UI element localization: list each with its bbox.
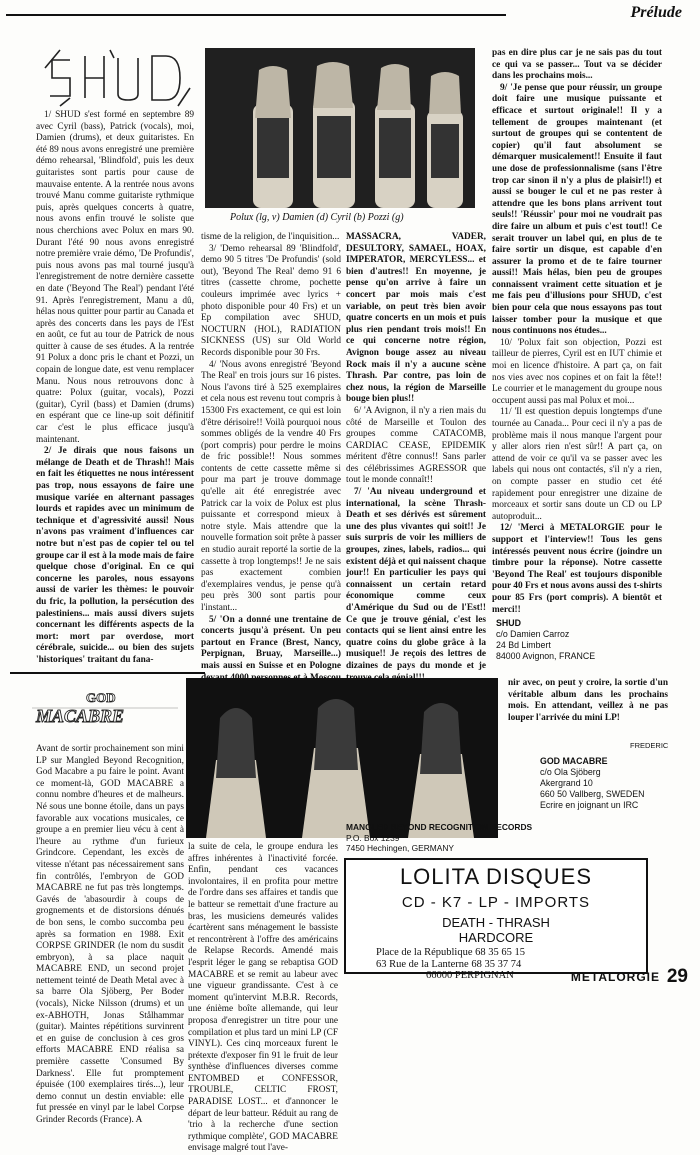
address-line: 660 50 Vallberg, SWEDEN [540, 789, 645, 799]
god-macabre-column-3 [508, 678, 668, 738]
shud-logo-graphic [40, 48, 195, 108]
address-line: P.O. Box 1239 [346, 832, 400, 843]
ad-store-name: LOLITA DISQUES [399, 864, 593, 889]
shud-photo-caption: Polux (lg, v) Damien (d) Cyril (b) Pozzi (g) [230, 212, 404, 223]
shud-band-photo [205, 48, 475, 208]
shud-answer: 2/ Je dirais que nous faisons un mélange de Death et de Thrash!! Mais en fait les étiquettes ne nous intéressent pas trop, nous essayons de faire une musique variée en alternant passages lourds et rapides avec un minimum de technique et d'agressivité aussi! Nous n'avons pas vraiment d'influences car notre but n'est pas de copier tel ou tel groupe car il est à la mode mais de faire quelque chose d'original. En ce qui concerne les paroles, nous essayons aussi de varier les thèmes: le pouvoir du fric, la pollution, la persécution des palestiniens... mais aussi divers sujets concernant les différents aspects de la mort: mort par overdose, mort cérébrale, suicide... ou bien des sujets 'historiques' traitant du fana- [36, 446, 194, 665]
god-macabre-text: Avant de sortir prochainement son mini LP sur Mangled Beyond Recognition, God Macabre a pu faire le point. Avant ce moment-là, GOD MACABRE a connu nombre d'heures et de malheurs. Né sous une bonne étoile, dans un pays favorable aux vocations musicales, ce groupe a en premier lieu vécu à cent à l'heure au rythme d'un furieux Grindcore. Cependant, les excès de vitesse n'étant pas nécessairement sans fin contrôlés, l'embryon de GOD MACABRE ne fut pas très longtemps. Gavés de 'abasourdir à coups de grognements et de distorsions dénués de bon sens, le combo succomba peu après sa formation en 1988. Exit CORPSE GRINDER (le nom du susdit embryon), à sa place naquit MACABRE END, un second projet nettement teinté de Death Metal avec à sa barre Ola Sjöberg, Per Boder (vocals), Nicke Nilsson (drums) et un ex-ABHOTH, Jonas Stålhammar (guitar). Maintes répétitions survinrent et en guise de conclusion à ces gros efforts MACABRE END réalisa sa première cassette 'Consumed By Darkness'. Elle fut promptement épuisée (100 exemplaires tirés...), leur demo connut un destin enviable: elle fut pressée en vinyl par le label Corpse Grinder Records (France). A [36, 744, 184, 1125]
svg-text:GOD: GOD [86, 690, 116, 705]
shud-column-3 [346, 232, 486, 670]
address-line: c/o Ola Sjöberg [540, 767, 601, 777]
god-macabre-text: nir avec, on peut y croire, la sortie d'un véritable album dans les prochains mois. En attendant, veillez à ne pas louper l'arrivée du mini LP! [508, 678, 668, 723]
shud-answer: 9/ 'Je pense que pour réussir, un groupe doit faire une musique puissante et efficace et surtout originale!! Il y a tellement de groupes maintenant (et surtout de groupes qui se contentent de copier) qu'il faut absolument se démarquer musicalement!! Ensuite il faut une dose de professionnalisme (sans l'être trop car sinon il n'y a plus de plaisir!!) et aussi se bouger le cul et ne pas rester à attendre que les bons plans arrivent tout seuls!! 'Réussir' pour moi ne voudrait pas dire faire un album et puis c'est tout!! Ce serait trouver un label qui, en plus de te faire sortir un disque, est capable d'en assurer la promo et de te faire tourner aussi!! Mais hélas, bien peu de groupes connaissent vraiment cette situation et je me fais peu d'illusions pour SHUD, c'est bien pour cela que nous essayons pas tout laisser tomber pour la musique et que nous continuons nos études... [492, 82, 662, 337]
god-macabre-logo-graphic [30, 688, 180, 728]
address-line: Ecrire en joignant un IRC [540, 800, 639, 810]
god-macabre-signature: FREDERIC [630, 741, 669, 750]
god-macabre-text: la suite de cela, le groupe endura les affres inhérentes à l'inactivité forcée. Enfin, pendant ces vacances involontaires, il en profita pour mettre de l'ordre dans ses affaires et tandis que le batteur se remettait d'une fracture au bras, les musiciens demeurés valides écartèrent sans ménagement le bassiste et rencontrèrent à l'offre des américains de Relapse Records. Amendé mais l'esprit léger le gang se rebaptisa GOD MACABRE et se remit au labeur avec une vigueur grandissante. C'est à ce moment qu'intervint M.B.R. Records, une énième boîte allemande, qui leur proposa d'enregistrer un titre pour une compilation et plus tard un mini LP (CF VINYL). Ces cinq morceaux furent le prétexte d'exposer fin 91 le fruit de leur synthèse d'influences diverses comme ENTOMBED et CONFESSOR, TROUBLE, CELTIC FROST, PARADISE LOST... et d'annoncer le départ de leur batteur. Réduit au rang de 'trio à la recherche d'une section rythmique complète', GOD MACABRE envisage malgré tout l'ave- [188, 842, 338, 1154]
section-title: Prélude [630, 4, 682, 21]
address-line: 84000 Avignon, FRANCE [496, 651, 596, 661]
shud-answer: 11/ 'Il est question depuis longtemps d'une tournée au Canada... Pour ceci il n'y a pas de problème mais il nous manque l'argent pour y aller alors rien n'est sûr!! A part ça, on attend de voir ce qu'il va se passer avec les labels qui nous ont contactés, s'il n'y a rien, on compte passer en studio cet été rapidement pour enregistrer une dizaine de morceaux et sortir sans doute un CD ou LP autoproduit... [492, 407, 662, 522]
ad-contact-line: 63 Rue de la Lanterne 68 35 37 74 [376, 958, 522, 970]
label-address [346, 822, 532, 854]
shud-answer: 10/ 'Polux fait son objection, Pozzi est tailleur de pierres, Cyril est en IUT chimie et moi en licence d'histoire. A part ça, on fait nos vies avec nos copines et on fait la fête!! Le courrier et le management du groupe nous occupent aussi pas mal Polux et moi... [492, 337, 662, 406]
section-divider [10, 672, 205, 674]
shud-answer: 4/ 'Nous avons enregistré 'Beyond The Real' en trois jours sur 16 pistes. Nous l'avons tiré à 525 exemplaires et cela nous est revenu tout compris à 15300 Frs exactement, ce qui est loin d'être dérisoire!! Voilà pourquoi nous sommes obligés de la vendre 40 Frs (port compris) pour perdre le moins de fric possible!! Nous sommes contents de cette cassette même si pour ma part je trouve dommage qu'elle ait été enregistrée avec Patrick car la voix de Polux est plus puissante et correspond mieux à notre style. Mais attendre que la nouvelle formation soit prête à passer en studio aurait reporté la sortie de la cassette à trop longtemps!! Je ne sais pas exactement combien d'exemplaires vendus, je pense qu'à peu près 300 sont partis pour l'instant... [201, 359, 341, 613]
ad-genre-line-1: DEATH - THRASH [442, 915, 550, 930]
address-line: MANGLED BEYOND RECOGNITION RECORDS [346, 822, 533, 832]
shud-address [496, 618, 595, 662]
ad-contact-line: 66000 PERPIGNAN [426, 970, 514, 981]
shud-logo [40, 48, 195, 108]
address-line: SHUD [496, 618, 521, 628]
shud-answer: MASSACRA, VADER, DESULTORY, SAMAEL, HOAX, IMPERATOR, MERCYLESS... et bien d'autres!! En moyenne, je pense qu'on arrive à faire un concert par mois mais c'est variable, on peut très bien avoir quatre concerts en un mois et puis plus rien pendant trois mois!! En ce qui concerne notre région, Avignon bouge assez au niveau Rock mais il n'y a aucune scène Thrash. Par contre, pas loin de chez nous, la région de Marseille bouge bien plus!! [346, 232, 486, 405]
header-rule [6, 14, 506, 16]
shud-column-1 [36, 110, 194, 670]
god-macabre-logo [30, 688, 180, 728]
shud-answer: 7/ 'Au niveau underground et international, la scène Thrash-Death et ses dérivés est sûrement une des plus vivantes qui soit!! Je suis surpris de voir les milliers de groupes, zines, labels, radios... qui existent déjà et qui naissent chaque jour!! En particulier les pays qui connaissent un certain retard économique comme ceux d'Amérique du Sud ou de l'Est!! Ce que je trouve génial, c'est les contacts qui se lient ainsi entre les quatre coins du globe grâce à la musique!! Je reçois des lettres de dizaines de pays du monde et je [346, 487, 486, 671]
address-line: 24 Bd Limbert [496, 640, 551, 650]
shud-answer: 12/ 'Merci à METALORGIE pour le support et l'interview!! Tous les gens intéressés peuvent nous écrire (joindre un timbre pour la réponse). Notre cassette 'Beyond The Real' est toujours disponible pour 40 Frs et nous avons aussi des t-shirts pour 85 Frs (port compris). A bientôt et merci!! [492, 523, 662, 615]
shud-answer: 6/ 'A Avignon, il n'y a rien mais du côté de Marseille et Toulon des groupes comme CATACOMB, CARDIAC CEASE, EPIDEMIK méritent d'être connus!! Sans parler des célébrissimes AGRESSOR que tout le monde connaît!! [346, 405, 486, 486]
god-macabre-column-2 [188, 842, 338, 1154]
shud-band-photo-image [205, 48, 475, 208]
shud-answer: 5/ 'On a donné une trentaine de concerts jusqu'à présent. Un peu partout en France (Brest, Nancy, Perpignan, Bruay, Marseille...) mais aussi en Suisse et en Pologne [201, 614, 341, 671]
address-line: 7450 Hechingen, GERMANY [346, 843, 454, 853]
ad-genre-line-2: HARDCORE [458, 930, 534, 945]
shud-answer: tisme de la religion, de l'inquisition... [201, 232, 340, 242]
shud-column-4 [492, 48, 662, 615]
god-macabre-address [540, 756, 644, 811]
god-macabre-column-1 [36, 744, 184, 1125]
svg-text:MACABRE: MACABRE [36, 706, 125, 726]
address-line: Akergrand 10 [540, 778, 593, 788]
shud-column-2 [201, 232, 341, 670]
magazine-name: METALORGIE [570, 970, 660, 984]
god-macabre-band-photo [186, 678, 498, 838]
shud-answer: pas en dire plus car je ne sais pas du tout ce qui va se passer... Tout va se décider dans les prochains mois... [492, 48, 662, 82]
address-line: GOD MACABRE [540, 756, 608, 766]
shud-answer: 1/ SHUD s'est formé en septembre 89 avec Cyril (bass), Patrick (vocals), moi, Damien (drums), et deux guitaristes. En été 89 nous avons enregistré une première démo rehearsal, 'Blindfold', puis les deux guitaristes sont partis pour cause de mauvaise entente. A la rentrée nous avons trouvé Manu comme guitariste rythmique puis, après quelques concerts à quatre, nous avons enfin trouvé le soliste que nous cherchions avec Polux en mars 90. Durant l'été 90 nous avons enregistré notre première vraie démo, 'De Profundis', puis nous avons pas mal tourné jusqu'à l'enregistrement de notre dernière cassette en date ('Beyond The Real') pendant l'été 91. Après l'enregistrement, Manu a dû, hélas nous quitter pour partir au Canada et après des concerts dans les pays de l'Est en août, ce fut au tour de Patrick de nous quitter à cause de ses études. A la rentrée 91 Polux a donc pris le chant et Pozzi, un copain de longue date, est venu remplacer Manu. Nous nous retrouvons donc à quatre: Polux (guitar, vocals), Pozzi (guitar), Cyril (bass) et Damien (drums) en espérant que ce line-up soit définitif car c'est le plus efficace jusqu'à maintenant. [36, 110, 194, 445]
address-line: c/o Damien Carroz [496, 629, 570, 639]
ad-contact-line: Place de la République 68 35 65 15 [376, 947, 526, 958]
god-macabre-band-photo-image [186, 678, 498, 838]
shud-answer: 3/ 'Demo rehearsal 89 'Blindfold', demo 90 5 titres 'De Profundis' (sold out), 'Beyond The Real' demo 91 6 titres (cassette chrome, pochette couleurs imprimée avec lyrics + photo disponible pour 40 Frs) et un Ep compilation avec SHUD, NOCTURN (HOL), RADIATION SICKNESS (US) sur Old World Records disponible pour 30 Frs. [201, 243, 341, 358]
page-number: 29 [666, 966, 688, 987]
ad-formats: CD - K7 - LP - IMPORTS [401, 894, 591, 911]
